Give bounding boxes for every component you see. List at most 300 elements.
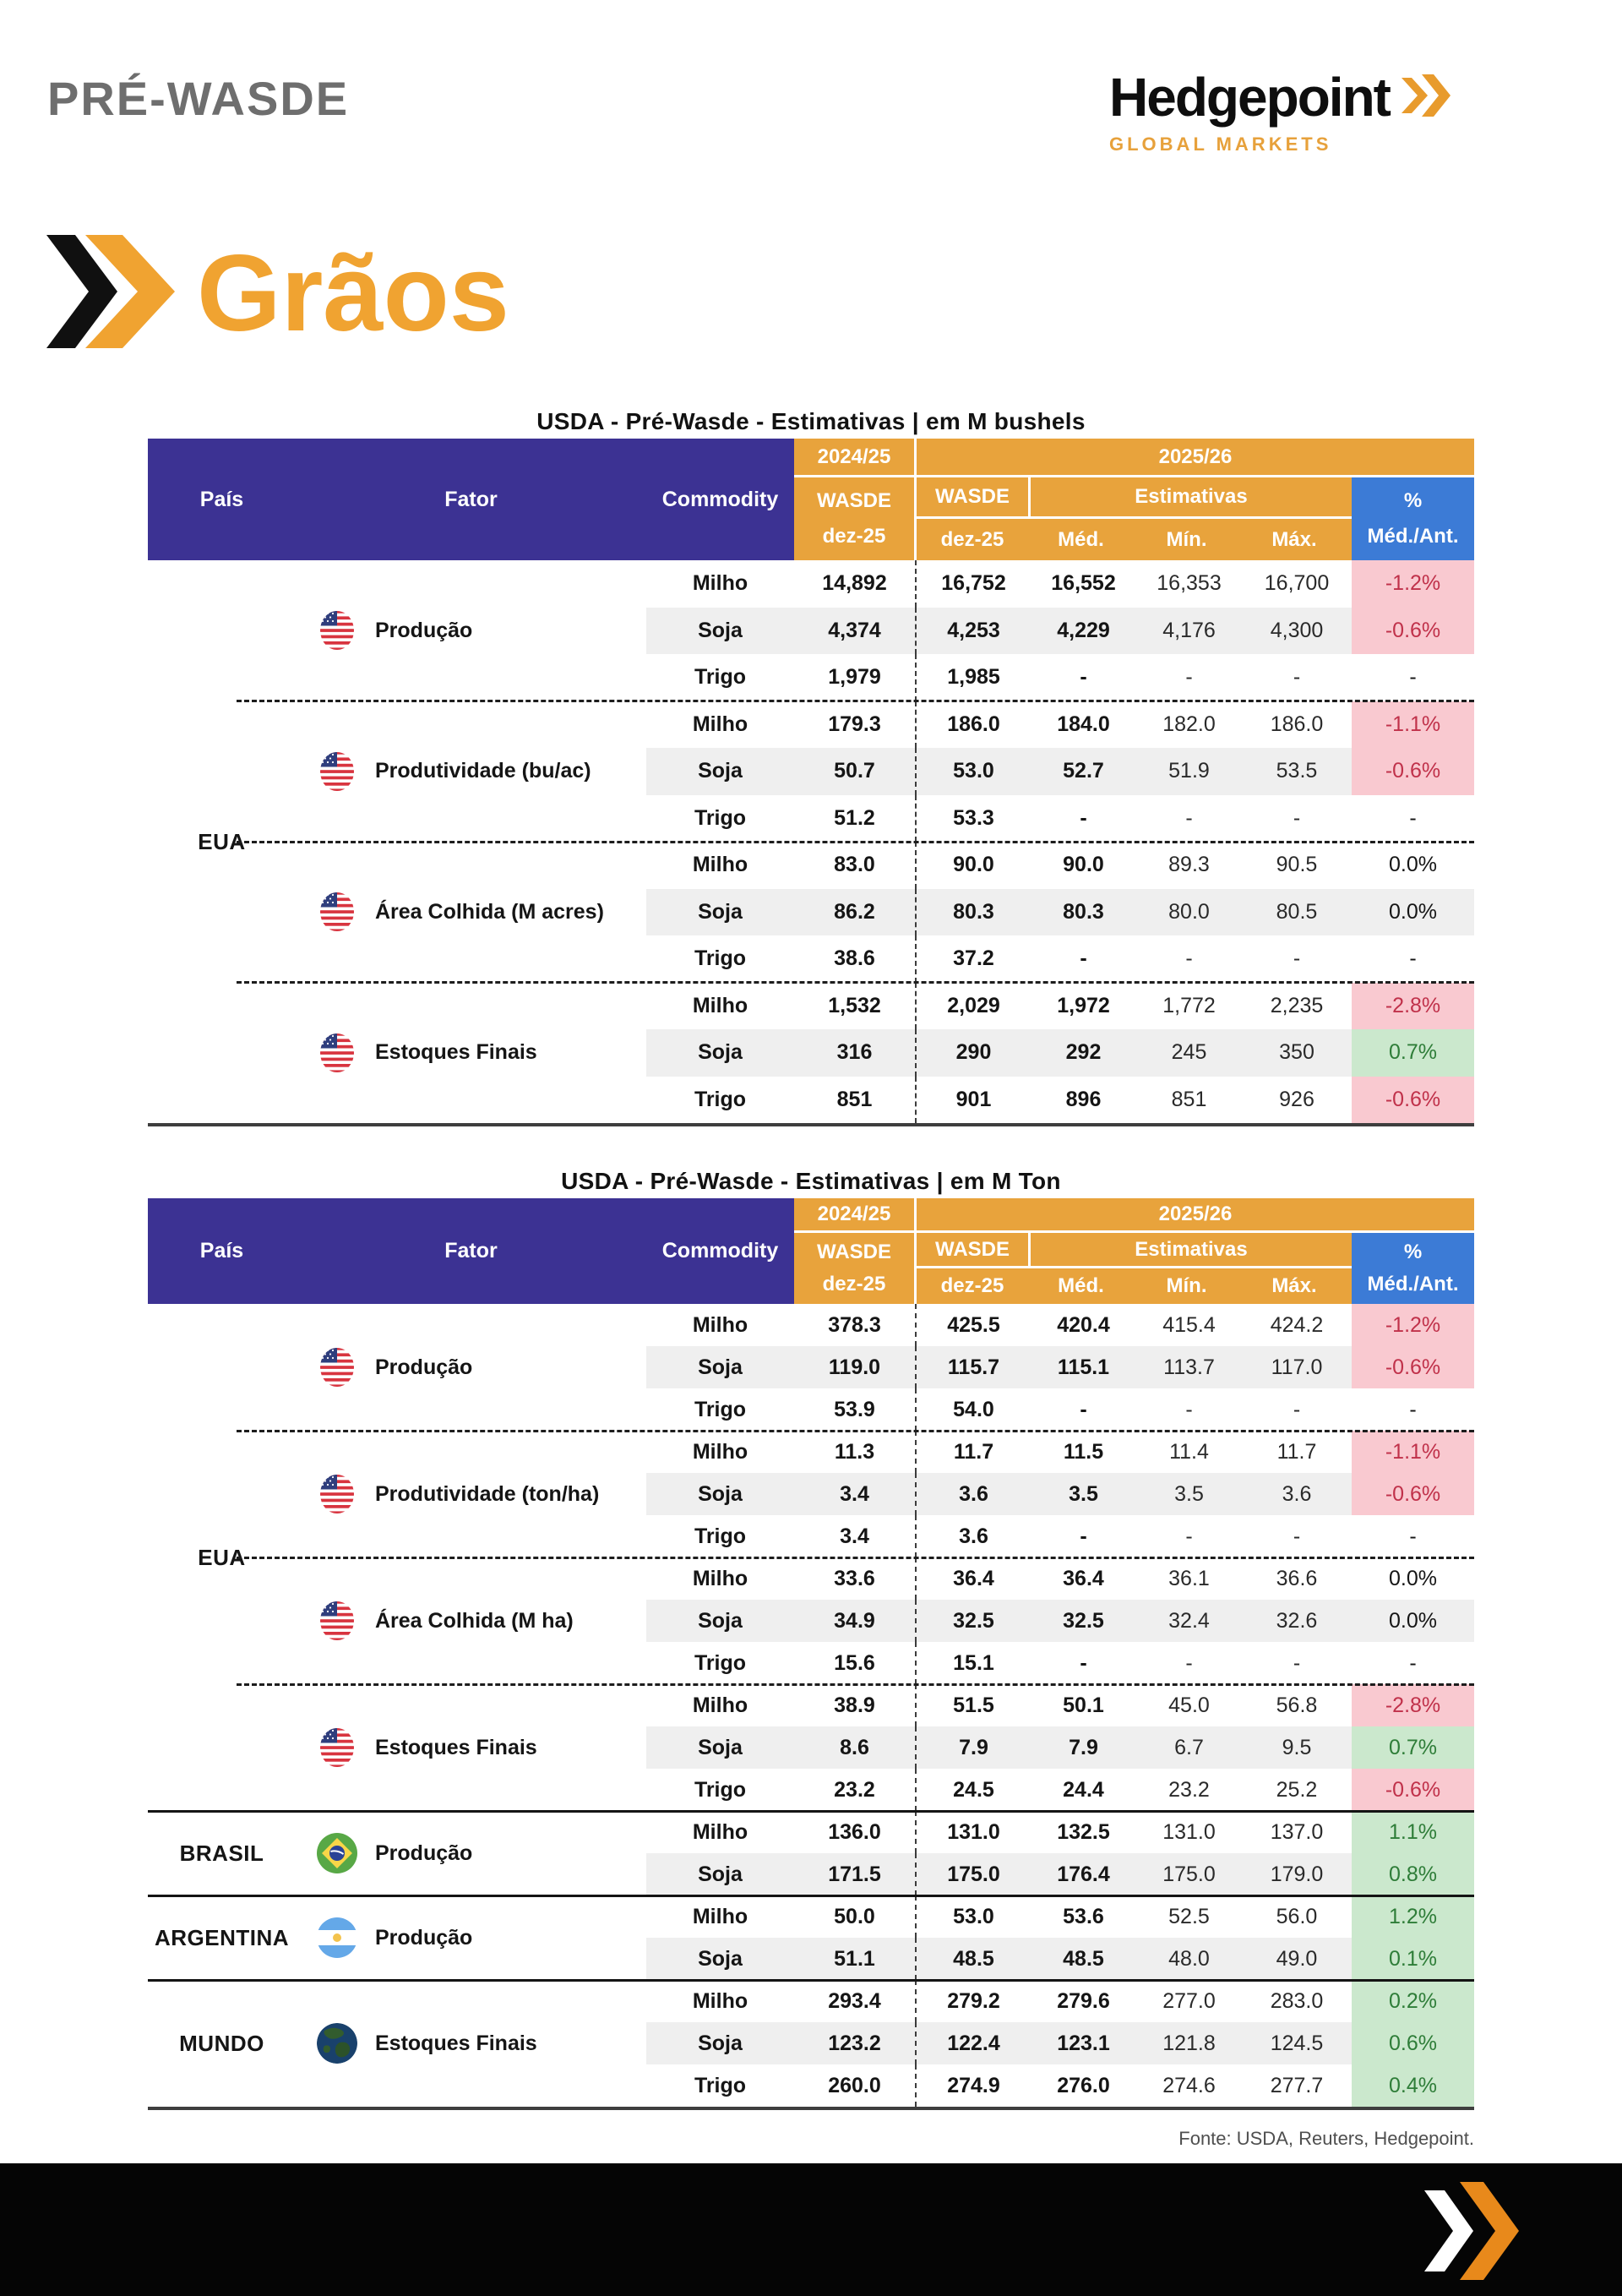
cell-min: -	[1185, 1397, 1193, 1421]
group-divider	[237, 700, 1474, 702]
cell-commodity: Soja	[646, 1726, 794, 1769]
cell-wasde-prev: 1,532	[794, 983, 917, 1030]
cell-commodity: Milho	[692, 1312, 748, 1337]
cell-med: 1,972	[1057, 993, 1110, 1017]
cell-min: 113.7	[1136, 1346, 1242, 1388]
cell-commodity: Milho	[692, 1988, 748, 2013]
col-max: Máx.	[1271, 1274, 1317, 1297]
wasde-date: dez-25	[822, 525, 886, 548]
cell-min: 415.4	[1162, 1312, 1216, 1337]
cell-commodity: Trigo	[694, 665, 747, 690]
cell-min: 36.1	[1168, 1566, 1210, 1590]
factor-text: Produção	[375, 618, 473, 642]
table-header	[148, 439, 1474, 560]
col-commodity: Commodity	[661, 1239, 779, 1263]
cell-pct: -0.6%	[1352, 748, 1474, 795]
col-wasde-next: WASDE	[917, 1233, 1031, 1266]
cell-max: 49.0	[1242, 1938, 1352, 1980]
cell-wasde-next: 131.0	[947, 1819, 1000, 1844]
cell-max: 90.5	[1276, 853, 1318, 877]
cell-commodity: Trigo	[694, 2073, 747, 2097]
brand-tagline: GLOBAL MARKETS	[1109, 134, 1332, 155]
cell-wasde-prev: 50.7	[794, 748, 917, 795]
cell-max: 179.0	[1242, 1853, 1352, 1895]
cell-min: -	[1185, 805, 1193, 830]
cell-med: 32.5	[1031, 1600, 1136, 1642]
cell-min: 1,772	[1162, 993, 1216, 1017]
cell-wasde-next: 279.2	[947, 1988, 1000, 2013]
us-flag-icon	[316, 751, 358, 792]
cell-max: -	[1293, 1650, 1301, 1675]
cell-pct: 0.2%	[1352, 1980, 1474, 2022]
cell-med: 48.5	[1031, 1938, 1136, 1980]
cell-pct: 0.4%	[1352, 2064, 1474, 2107]
table-title: USDA - Pré-Wasde - Estimativas | em M Ton	[561, 1167, 1061, 1194]
table-bushels	[148, 404, 1474, 1126]
us-flag-icon	[316, 1033, 358, 1073]
cell-min: 11.4	[1169, 1439, 1209, 1464]
section-divider	[148, 1979, 1474, 1982]
group-divider	[237, 981, 1474, 984]
cell-med: 176.4	[1031, 1853, 1136, 1895]
cell-wasde-next: 425.5	[947, 1312, 1000, 1337]
cell-wasde-next: 16,752	[941, 571, 1006, 596]
cell-max: 350	[1242, 1029, 1352, 1077]
cell-wasde-prev: 38.9	[794, 1684, 917, 1726]
wasde-label: WASDE	[816, 1241, 891, 1264]
factor-label	[296, 701, 646, 843]
cell-pct: -0.6%	[1352, 608, 1474, 655]
group-divider	[237, 1557, 1474, 1559]
cell-wasde-next: 53.0	[953, 1904, 994, 1928]
cell-pct: -	[1409, 1524, 1417, 1548]
cell-med: 896	[1065, 1087, 1102, 1111]
cell-med: 279.6	[1057, 1988, 1110, 2013]
cell-min: 175.0	[1136, 1853, 1242, 1895]
cell-wasde-prev: 34.9	[794, 1600, 917, 1642]
cell-max: 3.6	[1242, 1473, 1352, 1515]
pct-label: %	[1403, 1241, 1423, 1264]
cell-med: 16,552	[1051, 571, 1116, 596]
cell-med: 184.0	[1057, 712, 1110, 736]
cell-commodity: Soja	[646, 1853, 794, 1895]
cell-pct: -0.6%	[1352, 1769, 1474, 1811]
cell-wasde-prev: 11.3	[794, 1431, 917, 1473]
cell-wasde-next: 274.9	[947, 2073, 1000, 2097]
group-divider	[237, 1683, 1474, 1686]
cell-wasde-next: 3.6	[917, 1473, 1031, 1515]
cell-wasde-next: 36.4	[953, 1566, 994, 1590]
cell-max: 117.0	[1242, 1346, 1352, 1388]
cell-min: 52.5	[1168, 1904, 1210, 1928]
cell-min: 182.0	[1162, 712, 1216, 736]
cell-wasde-next: 53.0	[917, 748, 1031, 795]
cell-pct: -1.1%	[1352, 701, 1474, 749]
us-flag-icon	[316, 1347, 358, 1388]
factor-label	[296, 1811, 646, 1895]
cell-med: -	[1080, 1397, 1087, 1421]
cell-commodity: Trigo	[694, 946, 747, 971]
cell-commodity: Trigo	[694, 805, 747, 830]
cell-wasde-prev: 4,374	[794, 608, 917, 655]
wasde-date: dez-25	[822, 1272, 886, 1295]
cell-commodity: Soja	[646, 748, 794, 795]
cell-wasde-next: 2,029	[947, 993, 1000, 1017]
cell-max: 137.0	[1270, 1819, 1324, 1844]
cell-pct: -	[1409, 1650, 1417, 1675]
cell-med: 24.4	[1063, 1777, 1104, 1802]
cell-commodity: Milho	[692, 1904, 748, 1928]
country-label: BRASIL	[179, 1840, 264, 1866]
cell-commodity: Milho	[692, 853, 748, 877]
section-title: Grãos	[197, 232, 509, 354]
cell-wasde-prev: 378.3	[794, 1304, 917, 1346]
cell-med: 90.0	[1063, 853, 1104, 877]
us-flag-icon	[316, 1601, 358, 1641]
factor-text: Produtividade (bu/ac)	[375, 759, 591, 783]
cell-med: 53.6	[1063, 1904, 1104, 1928]
cell-commodity: Trigo	[694, 1650, 747, 1675]
cell-min: 51.9	[1136, 748, 1242, 795]
cell-wasde-prev: 14,892	[794, 560, 917, 608]
cell-max: 926	[1279, 1087, 1314, 1111]
argentina-flag-icon	[316, 1917, 358, 1959]
cell-max: 9.5	[1242, 1726, 1352, 1769]
factor-text: Área Colhida (M ha)	[375, 1608, 574, 1633]
cell-wasde-next: 186.0	[947, 712, 1000, 736]
factor-text: Estoques Finais	[375, 1040, 537, 1065]
cell-max: -	[1293, 805, 1301, 830]
cell-min: 89.3	[1168, 853, 1210, 877]
col-commodity: Commodity	[661, 487, 779, 511]
cell-wasde-next: 1,985	[947, 665, 1000, 690]
cell-max: 53.5	[1242, 748, 1352, 795]
factor-label	[296, 1684, 646, 1811]
cell-wasde-prev: 33.6	[794, 1557, 917, 1600]
cell-med: 292	[1031, 1029, 1136, 1077]
cell-wasde-prev: 3.4	[794, 1473, 917, 1515]
cell-max: 36.6	[1276, 1566, 1318, 1590]
cell-min: 121.8	[1136, 2022, 1242, 2064]
cell-commodity: Soja	[646, 889, 794, 936]
cell-wasde-next: 11.7	[953, 1439, 994, 1464]
brand-name: Hedgepoint	[1109, 67, 1390, 128]
factor-label	[296, 1895, 646, 1980]
factor-text: Área Colhida (M acres)	[375, 899, 604, 924]
col-wasde-next-date: dez-25	[940, 1274, 1004, 1297]
col-season-next: 2025/26	[1158, 1203, 1233, 1225]
cell-wasde-prev: 23.2	[794, 1769, 917, 1811]
country-label: EUA	[198, 1544, 246, 1570]
cell-med: 4,229	[1031, 608, 1136, 655]
cell-pct: -2.8%	[1352, 983, 1474, 1030]
col-max: Máx.	[1271, 527, 1317, 551]
cell-wasde-next: 53.3	[953, 805, 994, 830]
cell-med: -	[1080, 1524, 1087, 1548]
cell-commodity: Milho	[692, 1693, 748, 1717]
cell-max: 124.5	[1242, 2022, 1352, 2064]
cell-wasde-prev: 51.2	[794, 795, 917, 843]
cell-wasde-next: 115.7	[917, 1346, 1031, 1388]
factor-text: Produção	[375, 1925, 473, 1950]
cell-pct: 0.6%	[1352, 2022, 1474, 2064]
col-wasde-next-date: dez-25	[940, 527, 1004, 551]
col-fator: Fator	[444, 1239, 498, 1263]
pct-label: %	[1403, 489, 1423, 512]
cell-pct: -	[1409, 1397, 1417, 1421]
cell-wasde-prev: 179.3	[794, 701, 917, 749]
cell-min: -	[1185, 665, 1193, 690]
cell-med: 276.0	[1057, 2073, 1110, 2097]
double-chevron-icon	[46, 235, 175, 352]
col-min: Mín.	[1166, 1274, 1207, 1297]
cell-max: -	[1293, 1397, 1301, 1421]
cell-wasde-next: 7.9	[917, 1726, 1031, 1769]
cell-med: 3.5	[1031, 1473, 1136, 1515]
pct-sub-label: Méd./Ant.	[1367, 1272, 1459, 1295]
cell-wasde-prev: 136.0	[794, 1811, 917, 1853]
country-label: MUNDO	[179, 2030, 264, 2056]
factor-text: Produtividade (ton/ha)	[375, 1481, 600, 1506]
cell-max: 4,300	[1242, 608, 1352, 655]
cell-pct: 0.1%	[1352, 1938, 1474, 1980]
cell-wasde-prev: 1,979	[794, 654, 917, 701]
cell-max: 25.2	[1276, 1777, 1318, 1802]
header-left	[148, 439, 794, 560]
cell-med: 11.5	[1063, 1439, 1104, 1464]
cell-commodity: Milho	[692, 1566, 748, 1590]
col-wasde-prev	[794, 477, 917, 560]
us-flag-icon	[316, 1727, 358, 1768]
hedgepoint-logo	[1109, 66, 1451, 155]
cell-commodity: Soja	[646, 1029, 794, 1077]
cell-commodity: Trigo	[694, 1087, 747, 1111]
cell-min: 48.0	[1136, 1938, 1242, 1980]
brazil-flag-icon	[316, 1832, 358, 1874]
cell-wasde-prev: 50.0	[794, 1895, 917, 1938]
cell-pct: 0.0%	[1389, 853, 1437, 877]
cell-pct: 0.0%	[1389, 1566, 1437, 1590]
cell-wasde-prev: 119.0	[794, 1346, 917, 1388]
cell-pct: -0.6%	[1352, 1473, 1474, 1515]
cell-wasde-prev: 293.4	[794, 1980, 917, 2022]
group-divider	[237, 1430, 1474, 1432]
col-min: Mín.	[1166, 527, 1207, 551]
cell-max: -	[1293, 946, 1301, 971]
cell-min: 80.0	[1136, 889, 1242, 936]
cell-wasde-next: 32.5	[917, 1600, 1031, 1642]
header-right	[794, 439, 1474, 560]
cell-wasde-next: 3.6	[959, 1524, 988, 1548]
col-pct	[1352, 1233, 1474, 1304]
cell-commodity: Soja	[646, 1473, 794, 1515]
cell-min: 4,176	[1136, 608, 1242, 655]
section-heading	[46, 232, 509, 354]
col-pct	[1352, 477, 1474, 560]
cell-max: 424.2	[1270, 1312, 1324, 1337]
country-label: ARGENTINA	[154, 1924, 290, 1950]
cell-commodity: Trigo	[694, 1397, 747, 1421]
cell-pct: -1.2%	[1352, 1304, 1474, 1346]
cell-max: 186.0	[1270, 712, 1324, 736]
section-divider	[148, 1895, 1474, 1897]
cell-wasde-next: 24.5	[953, 1777, 994, 1802]
cell-wasde-next: 48.5	[917, 1938, 1031, 1980]
cell-med: -	[1080, 665, 1087, 690]
cell-commodity: Soja	[646, 1938, 794, 1980]
cell-wasde-next: 51.5	[953, 1693, 994, 1717]
cell-max: 283.0	[1270, 1988, 1324, 2013]
cell-max: 56.8	[1276, 1693, 1318, 1717]
cell-pct: -	[1409, 946, 1417, 971]
cell-pct: 0.8%	[1352, 1853, 1474, 1895]
table-ton	[148, 1164, 1474, 2110]
cell-commodity: Soja	[646, 2022, 794, 2064]
country-section	[148, 1895, 1474, 1980]
cell-wasde-prev: 3.4	[794, 1515, 917, 1557]
factor-label	[296, 1557, 646, 1684]
cell-med: 50.1	[1063, 1693, 1104, 1717]
cell-wasde-prev: 851	[794, 1077, 917, 1124]
cell-wasde-next: 90.0	[953, 853, 994, 877]
cell-commodity: Soja	[646, 608, 794, 655]
cell-wasde-next: 122.4	[917, 2022, 1031, 2064]
cell-max: -	[1293, 1524, 1301, 1548]
table-title: USDA - Pré-Wasde - Estimativas | em M bushels	[536, 407, 1086, 434]
cell-wasde-next: 37.2	[953, 946, 994, 971]
cell-med: 80.3	[1031, 889, 1136, 936]
col-season-next: 2025/26	[1158, 444, 1233, 468]
cell-med: 7.9	[1031, 1726, 1136, 1769]
cell-med: 132.5	[1057, 1819, 1110, 1844]
group-divider	[237, 841, 1474, 843]
cell-wasde-prev: 123.2	[794, 2022, 917, 2064]
source-note: Fonte: USDA, Reuters, Hedgepoint.	[1178, 2128, 1474, 2149]
col-season-prev: 2024/25	[794, 439, 917, 475]
factor-text: Estoques Finais	[375, 1735, 537, 1759]
cell-pct: 1.2%	[1352, 1895, 1474, 1938]
cell-min: -	[1185, 1650, 1193, 1675]
col-season-prev: 2024/25	[794, 1198, 917, 1230]
cell-commodity: Trigo	[694, 1777, 747, 1802]
col-pais: País	[199, 1239, 244, 1263]
cell-med: 115.1	[1031, 1346, 1136, 1388]
cell-max: 32.6	[1242, 1600, 1352, 1642]
col-pais: País	[199, 487, 244, 511]
country-section	[148, 560, 1474, 1123]
factor-label	[296, 1304, 646, 1431]
cell-pct: 0.0%	[1352, 889, 1474, 936]
cell-min: 131.0	[1162, 1819, 1216, 1844]
section-divider	[148, 1810, 1474, 1813]
cell-max: 80.5	[1242, 889, 1352, 936]
cell-min: 277.0	[1162, 1988, 1216, 2013]
country-section	[148, 1811, 1474, 1895]
table-body	[148, 560, 1474, 1126]
cell-min: 245	[1136, 1029, 1242, 1077]
cell-pct: -1.2%	[1352, 560, 1474, 608]
factor-text: Produção	[375, 1841, 473, 1865]
cell-min: 45.0	[1168, 1693, 1210, 1717]
us-flag-icon	[316, 1474, 358, 1514]
factor-label	[296, 560, 646, 701]
col-estimativas: Estimativas	[1135, 1237, 1248, 1261]
brand-chevron-icon	[1398, 73, 1451, 123]
cell-max: -	[1293, 665, 1301, 690]
cell-wasde-next: 15.1	[953, 1650, 994, 1675]
table-header	[148, 1198, 1474, 1304]
cell-min: 274.6	[1162, 2073, 1216, 2097]
cell-pct: -2.8%	[1352, 1684, 1474, 1726]
cell-med: -	[1080, 1650, 1087, 1675]
cell-pct: -	[1409, 805, 1417, 830]
factor-text: Estoques Finais	[375, 2031, 537, 2055]
factor-label	[296, 1431, 646, 1557]
cell-pct: 0.7%	[1352, 1029, 1474, 1077]
cell-min: 851	[1171, 1087, 1207, 1111]
country-section	[148, 1304, 1474, 1811]
col-fator: Fator	[444, 487, 498, 511]
header-left	[148, 1198, 794, 1304]
report-kicker: PRÉ-WASDE	[47, 72, 350, 125]
factor-label	[296, 842, 646, 983]
cell-min: 6.7	[1136, 1726, 1242, 1769]
cell-max: 2,235	[1270, 993, 1324, 1017]
footer-bar	[0, 2163, 1622, 2296]
us-flag-icon	[316, 610, 358, 651]
cell-pct: 0.0%	[1352, 1600, 1474, 1642]
country-section	[148, 1980, 1474, 2107]
cell-med: 36.4	[1063, 1566, 1104, 1590]
cell-wasde-prev: 260.0	[794, 2064, 917, 2107]
cell-wasde-next: 901	[955, 1087, 992, 1111]
col-med: Méd.	[1058, 1274, 1104, 1297]
col-wasde-prev	[794, 1233, 917, 1304]
cell-wasde-prev: 15.6	[794, 1642, 917, 1684]
cell-wasde-next: 175.0	[917, 1853, 1031, 1895]
cell-max: 11.7	[1276, 1439, 1317, 1464]
us-flag-icon	[316, 892, 358, 932]
country-label: EUA	[198, 828, 246, 854]
col-wasde-next: WASDE	[917, 477, 1031, 516]
table-body	[148, 1304, 1474, 2110]
cell-wasde-prev: 53.9	[794, 1388, 917, 1431]
cell-wasde-prev: 316	[794, 1029, 917, 1077]
factor-text: Produção	[375, 1355, 473, 1379]
cell-min: -	[1185, 1524, 1193, 1548]
cell-wasde-prev: 8.6	[794, 1726, 917, 1769]
cell-wasde-prev: 86.2	[794, 889, 917, 936]
earth-icon	[316, 2022, 358, 2064]
cell-min: 3.5	[1136, 1473, 1242, 1515]
cell-commodity: Soja	[646, 1600, 794, 1642]
cell-wasde-next: 80.3	[917, 889, 1031, 936]
cell-wasde-next: 290	[917, 1029, 1031, 1077]
cell-commodity: Milho	[692, 712, 748, 736]
col-med: Méd.	[1058, 527, 1104, 551]
cell-wasde-prev: 171.5	[794, 1853, 917, 1895]
cell-pct: 0.7%	[1352, 1726, 1474, 1769]
cell-min: 32.4	[1136, 1600, 1242, 1642]
header-right	[794, 1198, 1474, 1304]
wasde-label: WASDE	[816, 489, 891, 512]
cell-max: 277.7	[1270, 2073, 1324, 2097]
cell-commodity: Milho	[692, 993, 748, 1017]
cell-wasde-prev: 83.0	[794, 842, 917, 889]
cell-med: 420.4	[1057, 1312, 1110, 1337]
cell-pct: -0.6%	[1352, 1077, 1474, 1124]
cell-med: -	[1080, 805, 1087, 830]
